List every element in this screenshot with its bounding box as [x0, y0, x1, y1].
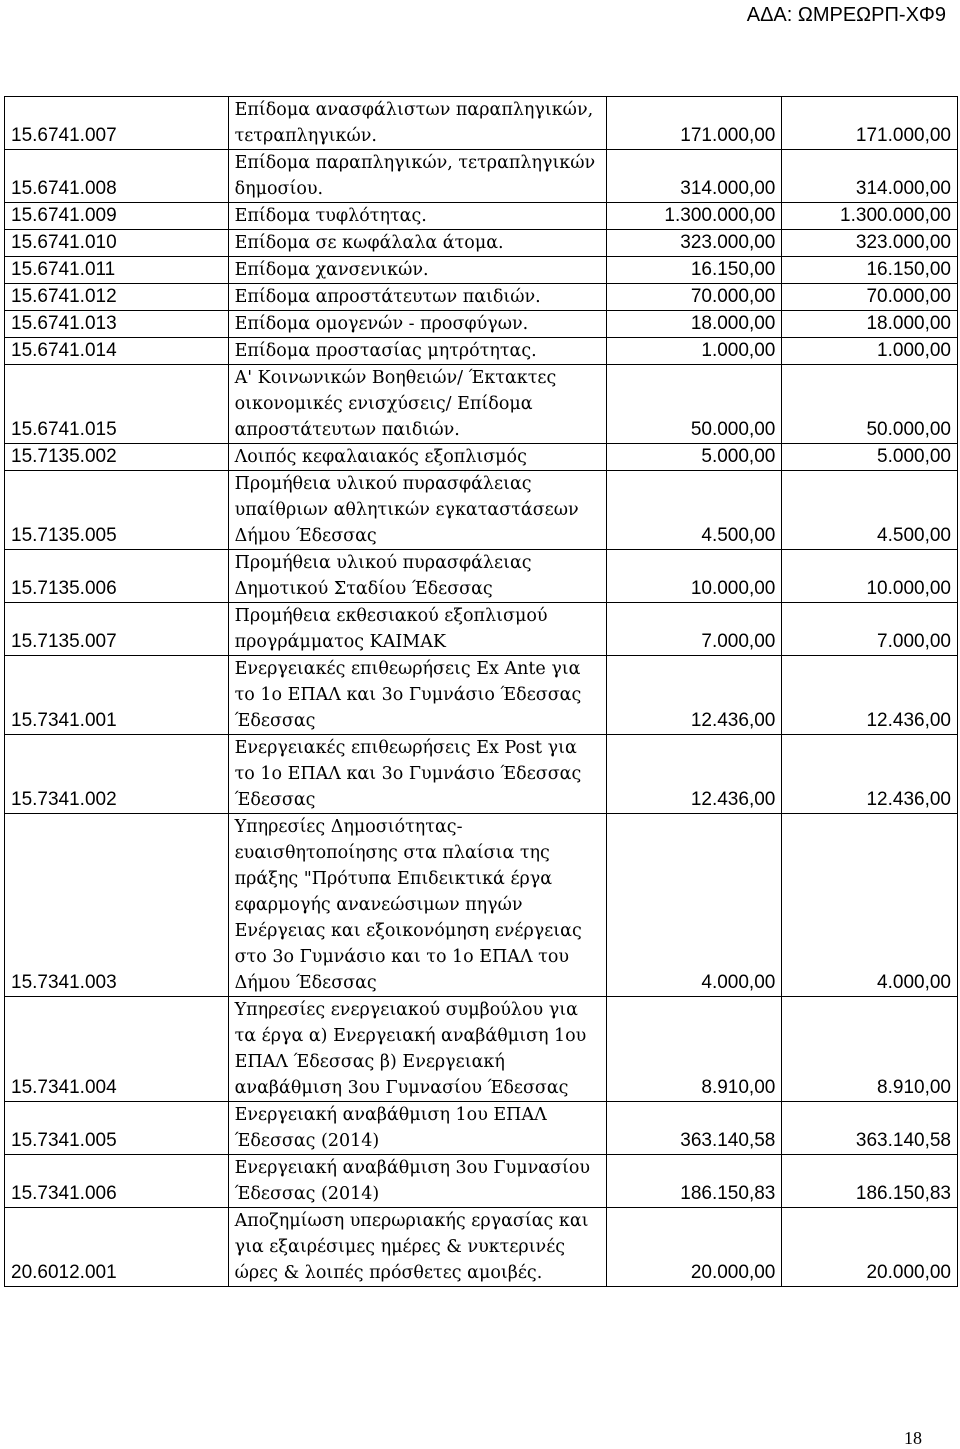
- row-amount-2: 10.000,00: [782, 550, 958, 603]
- row-description: Επίδομα παραπληγικών, τετραπληγικών δημοσίου.: [228, 150, 606, 203]
- row-code: 15.7341.002: [5, 735, 229, 814]
- row-code: 15.7135.005: [5, 471, 229, 550]
- row-amount-1: 186.150,83: [606, 1155, 782, 1208]
- row-amount-1: 4.000,00: [606, 814, 782, 997]
- row-amount-2: 20.000,00: [782, 1208, 958, 1287]
- row-code: 15.6741.015: [5, 365, 229, 444]
- row-amount-2: 16.150,00: [782, 257, 958, 284]
- table-row: [5, 1102, 958, 1155]
- row-amount-1: 4.500,00: [606, 471, 782, 550]
- row-amount-1: 20.000,00: [606, 1208, 782, 1287]
- table-row: [5, 656, 958, 735]
- row-amount-2: 5.000,00: [782, 444, 958, 471]
- table-row: [5, 311, 958, 338]
- row-amount-1: 12.436,00: [606, 735, 782, 814]
- row-code: 15.7135.006: [5, 550, 229, 603]
- row-amount-2: 8.910,00: [782, 997, 958, 1102]
- row-description: Ενεργειακές επιθεωρήσεις Ex Post για το 1ο ΕΠΑΛ και 3ο Γυμνάσιο Έδεσσας Έδεσσας: [228, 735, 606, 814]
- table-row: [5, 1155, 958, 1208]
- row-code: 15.6741.007: [5, 97, 229, 150]
- row-code: 15.7341.006: [5, 1155, 229, 1208]
- row-amount-1: 8.910,00: [606, 997, 782, 1102]
- row-code: 15.7135.007: [5, 603, 229, 656]
- table-row: [5, 444, 958, 471]
- row-amount-2: 7.000,00: [782, 603, 958, 656]
- row-amount-2: 50.000,00: [782, 365, 958, 444]
- table-row: [5, 365, 958, 444]
- row-description: Ενεργειακή αναβάθμιση 3ου Γυμνασίου Έδεσσας (2014): [228, 1155, 606, 1208]
- row-code: 15.6741.014: [5, 338, 229, 365]
- row-amount-1: 363.140,58: [606, 1102, 782, 1155]
- row-amount-2: 4.500,00: [782, 471, 958, 550]
- row-amount-2: 70.000,00: [782, 284, 958, 311]
- row-amount-2: 1.300.000,00: [782, 203, 958, 230]
- table-row: [5, 814, 958, 997]
- row-amount-1: 12.436,00: [606, 656, 782, 735]
- row-description: Προμήθεια υλικού πυρασφάλειας υπαίθριων αθλητικών εγκαταστάσεων Δήμου Έδεσσας: [228, 471, 606, 550]
- page-number: 18: [904, 1428, 922, 1448]
- row-amount-1: 1.300.000,00: [606, 203, 782, 230]
- table-row: [5, 203, 958, 230]
- row-amount-2: 12.436,00: [782, 735, 958, 814]
- row-amount-2: 12.436,00: [782, 656, 958, 735]
- row-description: Ενεργειακές επιθεωρήσεις Ex Ante για το 1ο ΕΠΑΛ και 3ο Γυμνάσιο Έδεσσας Έδεσσας: [228, 656, 606, 735]
- table-row: [5, 150, 958, 203]
- row-code: 15.6741.009: [5, 203, 229, 230]
- table-row: [5, 471, 958, 550]
- table-row: [5, 230, 958, 257]
- row-code: 15.6741.011: [5, 257, 229, 284]
- row-code: 15.7341.005: [5, 1102, 229, 1155]
- row-code: 15.6741.008: [5, 150, 229, 203]
- row-description: Αποζημίωση υπερωριακής εργασίας και για εξαιρέσιμες ημέρες & νυκτερινές ώρες & λοιπές πρόσθετες αμοιβές.: [228, 1208, 606, 1287]
- row-code: 20.6012.001: [5, 1208, 229, 1287]
- table-row: [5, 997, 958, 1102]
- row-amount-1: 50.000,00: [606, 365, 782, 444]
- row-description: Επίδομα απροστάτευτων παιδιών.: [228, 284, 606, 311]
- row-description: Υπηρεσίες Δημοσιότητας-ευαισθητοποίησης στα πλαίσια της πράξης "Πρότυπα Επιδεικτικά έργα εφαρμογής ανανεώσιμων πηγών Ενέργειας και εξοικονόμηση ενέργειας στο 3ο Γυμνάσιο και το 1ο ΕΠΑΛ του Δήμου Έδεσσας: [228, 814, 606, 997]
- row-amount-1: 16.150,00: [606, 257, 782, 284]
- table-row: [5, 257, 958, 284]
- row-amount-2: 171.000,00: [782, 97, 958, 150]
- row-description: Α' Κοινωνικών Βοηθειών/ Έκτακτες οικονομικές ενισχύσεις/ Επίδομα απροστάτευτων παιδιών.: [228, 365, 606, 444]
- row-amount-1: 5.000,00: [606, 444, 782, 471]
- row-amount-1: 171.000,00: [606, 97, 782, 150]
- row-amount-1: 314.000,00: [606, 150, 782, 203]
- table-row: [5, 735, 958, 814]
- table-row: [5, 284, 958, 311]
- row-amount-1: 70.000,00: [606, 284, 782, 311]
- row-code: 15.6741.010: [5, 230, 229, 257]
- row-code: 15.6741.013: [5, 311, 229, 338]
- row-description: Προμήθεια εκθεσιακού εξοπλισμού προγράμματος ΚΑΙΜΑΚ: [228, 603, 606, 656]
- row-description: Ενεργειακή αναβάθμιση 1ου ΕΠΑΛ Έδεσσας (2014): [228, 1102, 606, 1155]
- row-amount-2: 4.000,00: [782, 814, 958, 997]
- row-amount-1: 323.000,00: [606, 230, 782, 257]
- row-description: Επίδομα τυφλότητας.: [228, 203, 606, 230]
- row-amount-1: 7.000,00: [606, 603, 782, 656]
- table-row: [5, 97, 958, 150]
- row-code: 15.7341.003: [5, 814, 229, 997]
- row-amount-1: 1.000,00: [606, 338, 782, 365]
- row-code: 15.7341.001: [5, 656, 229, 735]
- row-description: Επίδομα ομογενών - προσφύγων.: [228, 311, 606, 338]
- row-amount-2: 186.150,83: [782, 1155, 958, 1208]
- row-description: Υπηρεσίες ενεργειακού συμβούλου για τα έργα α) Ενεργειακή αναβάθμιση 1ου ΕΠΑΛ Έδεσσας β) Ενεργειακή αναβάθμιση 3ου Γυμνασίου Έδεσσας: [228, 997, 606, 1102]
- table-row: [5, 338, 958, 365]
- row-code: 15.6741.012: [5, 284, 229, 311]
- row-amount-2: 363.140,58: [782, 1102, 958, 1155]
- row-description: Επίδομα χανσενικών.: [228, 257, 606, 284]
- row-code: 15.7341.004: [5, 997, 229, 1102]
- document-code: ΑΔΑ: ΩΜΡΕΩΡΠ-ΧΦ9: [746, 4, 946, 26]
- row-description: Επίδομα προστασίας μητρότητας.: [228, 338, 606, 365]
- row-amount-1: 18.000,00: [606, 311, 782, 338]
- row-code: 15.7135.002: [5, 444, 229, 471]
- row-amount-2: 323.000,00: [782, 230, 958, 257]
- row-amount-2: 18.000,00: [782, 311, 958, 338]
- row-description: Επίδομα σε κωφάλαλα άτομα.: [228, 230, 606, 257]
- table-row: [5, 550, 958, 603]
- row-description: Επίδομα ανασφάλιστων παραπληγικών, τετραπληγικών.: [228, 97, 606, 150]
- row-amount-1: 10.000,00: [606, 550, 782, 603]
- row-amount-2: 314.000,00: [782, 150, 958, 203]
- table-row: [5, 603, 958, 656]
- row-description: Λοιπός κεφαλαιακός εξοπλισμός: [228, 444, 606, 471]
- budget-table: [4, 96, 958, 1287]
- table-row: [5, 1208, 958, 1287]
- row-description: Προμήθεια υλικού πυρασφάλειας Δημοτικού Σταδίου Έδεσσας: [228, 550, 606, 603]
- row-amount-2: 1.000,00: [782, 338, 958, 365]
